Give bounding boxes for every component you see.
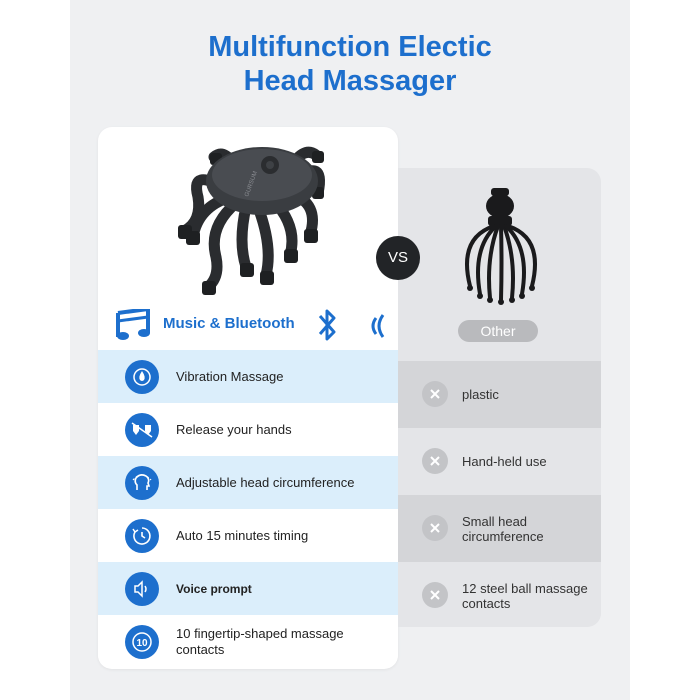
timer-icon <box>125 519 159 553</box>
title-line-2: Head Massager <box>243 65 457 97</box>
feature-row <box>98 562 398 615</box>
comparison-text: Small head circumference <box>462 513 544 544</box>
cross-icon <box>422 448 448 474</box>
feature-text: Auto 15 minutes timing <box>176 527 309 543</box>
massager-device-illustration <box>98 127 398 302</box>
comparison-row <box>398 428 601 495</box>
music-bluetooth-header <box>98 302 398 347</box>
comparison-row <box>398 495 601 562</box>
vs-badge: VS <box>376 236 420 280</box>
product-image <box>98 127 398 302</box>
speaker-icon <box>125 572 159 606</box>
signal-waves-icon <box>368 314 390 343</box>
svg-text:GURSUM: GURSUM <box>244 170 260 198</box>
feature-row <box>98 509 398 562</box>
comparison-text: 12 steel ball massage contacts <box>462 580 588 611</box>
comparison-text: plastic <box>462 387 499 402</box>
comparison-row <box>398 562 601 627</box>
svg-text:10: 10 <box>136 638 148 649</box>
feature-text: Vibration Massage <box>176 368 284 384</box>
cross-icon <box>422 515 448 541</box>
bluetooth-icon <box>316 306 338 349</box>
cross-icon <box>422 582 448 608</box>
feature-text: Adjustable head circumference <box>176 474 355 490</box>
feature-text: Release your hands <box>176 421 292 437</box>
feature-row <box>98 403 398 456</box>
feature-row <box>98 615 398 668</box>
music-bluetooth-label: Music & Bluetooth <box>163 315 295 332</box>
cross-icon <box>422 381 448 407</box>
feature-row <box>98 350 398 403</box>
feature-text: Voice prompt <box>176 581 252 596</box>
music-note-icon <box>114 309 156 346</box>
hands-icon <box>125 413 159 447</box>
water-drop-icon <box>125 360 159 394</box>
number-10-icon <box>125 625 159 659</box>
page-title <box>70 30 630 98</box>
head-icon <box>125 466 159 500</box>
other-label: Other <box>458 320 538 342</box>
product-card <box>98 127 398 669</box>
feature-text: 10 fingertip-shaped massage contacts <box>176 625 344 657</box>
title-line-1: Multifunction Electic <box>208 31 492 63</box>
comparison-text: Hand-held use <box>462 454 547 469</box>
feature-row <box>98 456 398 509</box>
other-massager-illustration <box>398 168 601 318</box>
comparison-card <box>398 168 601 627</box>
comparison-row <box>398 361 601 428</box>
